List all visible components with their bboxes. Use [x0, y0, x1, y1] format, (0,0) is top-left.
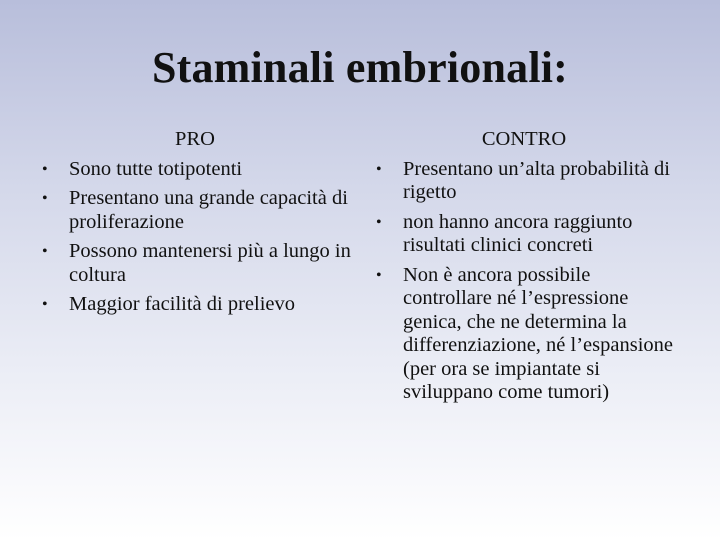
bullet-icon: •: [42, 243, 48, 260]
bullet-icon: •: [42, 296, 48, 313]
contro-list: [376, 158, 676, 405]
contro-heading: CONTRO: [481, 128, 567, 150]
bullet-icon: •: [42, 160, 48, 178]
list-item-text: Maggior facilità di prelievo: [69, 293, 295, 315]
list-item: [376, 211, 676, 258]
slide-title: Staminali embrionali:: [151, 43, 569, 92]
bullet-icon: •: [376, 160, 382, 178]
list-item-text: Possono mantenersi più a lungo in coltura: [69, 240, 351, 286]
bullet-icon: •: [376, 266, 382, 284]
contro-column: [376, 128, 676, 411]
pro-heading: PRO: [175, 128, 215, 150]
bullet-icon: •: [42, 190, 48, 207]
bullet-icon: •: [376, 213, 382, 231]
list-item-text: Non è ancora possibile controllare né l’espressione genica, che ne determina la differenziazione, né l’espansione (per ora se impiantate si sviluppano come tumori): [403, 263, 673, 403]
list-item-text: non hanno ancora raggiunto risultati clinici concreti: [403, 210, 633, 256]
list-item: [42, 158, 360, 182]
list-item-text: Presentano un’alta probabilità di rigetto: [403, 157, 670, 203]
pro-column: [42, 128, 360, 323]
list-item-text: Sono tutte totipotenti: [69, 157, 243, 180]
list-item-text: Presentano una grande capacità di proliferazione: [69, 187, 348, 233]
list-item: [42, 240, 360, 287]
list-item: [376, 264, 676, 405]
list-item: [42, 187, 360, 234]
list-item: [376, 158, 676, 205]
pro-list: [42, 158, 360, 317]
list-item: [42, 293, 360, 317]
